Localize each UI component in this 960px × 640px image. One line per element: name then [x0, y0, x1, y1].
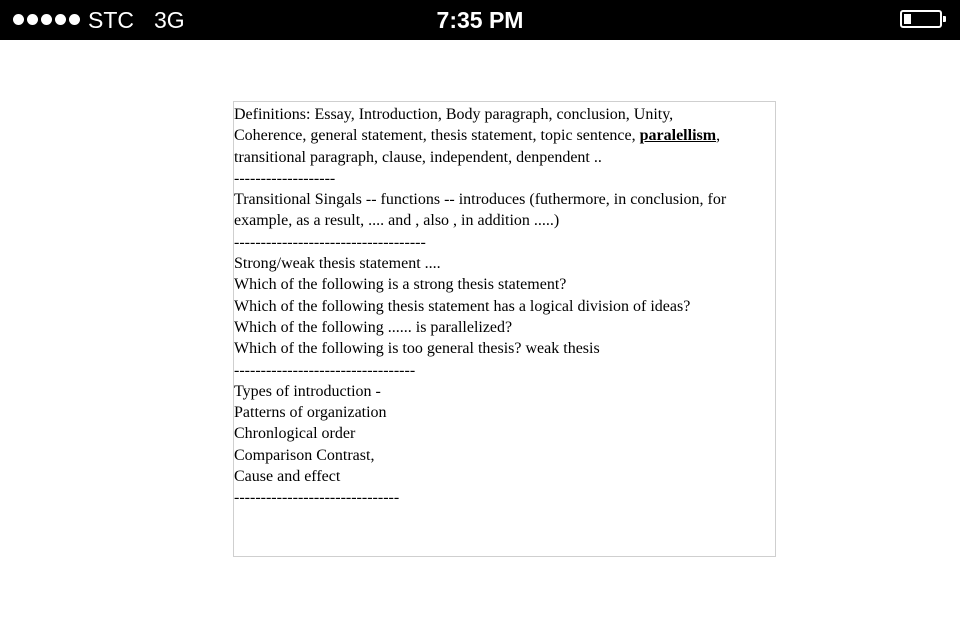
definitions-line [234, 125, 775, 146]
separator-line: ---------------------------------- [234, 361, 416, 379]
thesis-line: Which of the following is too general thesis? weak thesis [234, 340, 600, 358]
status-bar [0, 0, 960, 40]
thesis-line: Which of the following ...... is parallelized? [234, 318, 513, 336]
intro-line: Chronlogical order [234, 425, 356, 443]
thesis-line: Strong/weak thesis statement .... [234, 255, 441, 273]
transitional-line: Transitional Singals -- functions -- introduces (futhermore, in conclusion, for [234, 191, 727, 209]
separator-line: ------------------------------- [234, 489, 400, 507]
transitional-line: example, as a result, .... and , also , in addition .....) [234, 212, 560, 230]
document-view[interactable] [233, 101, 776, 557]
intro-line: Comparison Contrast, [234, 446, 375, 464]
definitions-comma: , [716, 127, 721, 145]
carrier-name: STC [88, 7, 134, 33]
separator-line: ------------------------------------ [234, 233, 426, 251]
intro-line: Patterns of organization [234, 404, 387, 422]
definitions-line: transitional paragraph, clause, independent, denpendent .. [234, 148, 602, 166]
thesis-line: Which of the following is a strong thesis statement? [234, 276, 567, 294]
intro-line: Types of introduction - [234, 382, 381, 400]
document-text [234, 102, 775, 509]
status-time: 7:35 PM [436, 7, 524, 33]
definitions-emphasis: paralellism [639, 127, 717, 145]
battery-icon [900, 10, 942, 30]
battery-fill [904, 14, 911, 24]
separator-line: ------------------- [234, 169, 336, 187]
network-type: 3G [154, 7, 185, 33]
definitions-line: Definitions: Essay, Introduction, Body paragraph, conclusion, Unity, [234, 106, 674, 123]
definitions-text: Coherence, general statement, thesis statement, topic sentence, [234, 127, 640, 145]
intro-line: Cause and effect [234, 468, 341, 486]
thesis-line: Which of the following thesis statement has a logical division of ideas? [234, 297, 691, 315]
battery-nub [943, 16, 946, 22]
